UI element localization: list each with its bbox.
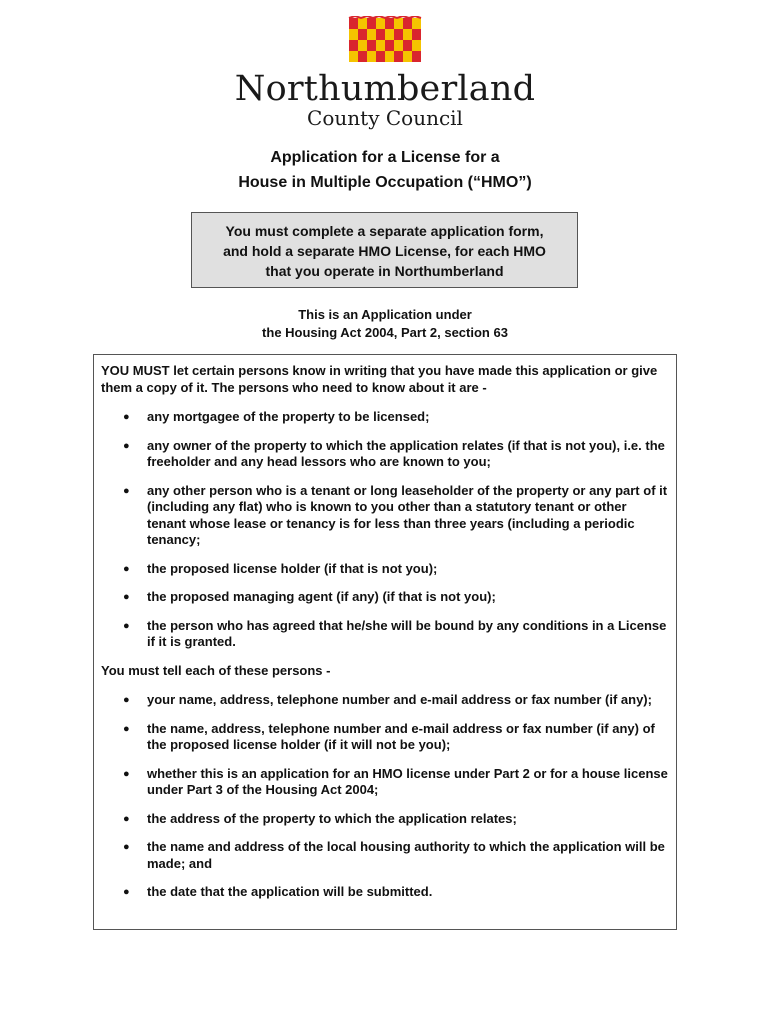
- list-item: ● the proposed managing agent (if any) (if that is not you);: [123, 589, 496, 604]
- bullet-icon: ●: [123, 886, 130, 898]
- act-line-1: This is an Application under: [298, 307, 472, 322]
- list-item: ● your name, address, telephone number and e-mail address or fax number (if any);: [123, 692, 652, 707]
- list-item: ● the proposed license holder (if that is not you);: [123, 560, 438, 576]
- list-item: ● the address of the property to which the application relates;: [123, 810, 517, 826]
- notification-requirements-box: [93, 354, 677, 930]
- bullet-icon: ●: [123, 841, 130, 853]
- title-line-2: House in Multiple Occupation (“HMO”): [238, 174, 532, 191]
- bullet-icon: ●: [123, 767, 130, 780]
- list-item: ● any owner of the property to which the application relates (if that is not you), i.e. the freeholder and any head lessors who are known to you;: [123, 437, 665, 469]
- council-crest-icon: [347, 16, 423, 64]
- list-item: ● the person who has agreed that he/she will be bound by any conditions in a License if it is granted.: [123, 617, 667, 649]
- bullet-icon: ●: [123, 722, 130, 735]
- bullet-icon: ●: [123, 591, 130, 603]
- act-line-2: the Housing Act 2004, Part 2, section 63: [262, 325, 508, 340]
- information-list: [101, 692, 668, 901]
- list-item: ● the name, address, telephone number and e-mail address or fax number (if any) of the proposed license holder (if it will not be you);: [123, 720, 655, 752]
- tell-heading: You must tell each of these persons -: [101, 662, 331, 678]
- bullet-icon: ●: [123, 484, 130, 497]
- council-logo: [0, 16, 770, 129]
- separate-application-notice: [191, 212, 578, 288]
- list-item: ● the date that the application will be submitted.: [123, 884, 433, 899]
- bullet-icon: ●: [123, 619, 130, 632]
- bullet-icon: ●: [123, 694, 130, 706]
- crest-checker: [349, 16, 421, 62]
- page-title: [0, 145, 770, 195]
- bullet-icon: ●: [123, 812, 130, 825]
- council-subtitle: County Council: [307, 106, 463, 130]
- list-item: ● the name and address of the local housing authority to which the application will be made; and: [123, 839, 665, 871]
- list-item: ● whether this is an application for an HMO license under Part 2 or for a house license under Part 3 of the Housing Act 2004;: [123, 765, 668, 797]
- council-name: Northumberland: [234, 69, 536, 109]
- notice-line-2: and hold a separate HMO License, for each HMO: [223, 243, 546, 259]
- notice-line-1: You must complete a separate application form,: [225, 223, 544, 239]
- bullet-icon: ●: [123, 411, 130, 423]
- list-item: ● any mortgagee of the property to be licensed;: [123, 409, 430, 424]
- bullet-icon: ●: [123, 439, 130, 452]
- persons-list: [101, 409, 668, 651]
- title-line-1: Application for a License for a: [270, 149, 500, 166]
- bullet-icon: ●: [123, 562, 130, 575]
- requirements-intro: YOU MUST let certain persons know in writing that you have made this application or give them a copy of it. The persons who need to know about it are -: [101, 363, 658, 395]
- list-item: ● any other person who is a tenant or long leaseholder of the property or any part of it (including any flat) who is known to you other than a statutory tenant or other tenant whose lease or tenancy is for less than three years (including a periodic tenancy;: [123, 482, 668, 547]
- act-reference: [0, 306, 770, 342]
- notice-line-3: that you operate in Northumberland: [265, 263, 504, 279]
